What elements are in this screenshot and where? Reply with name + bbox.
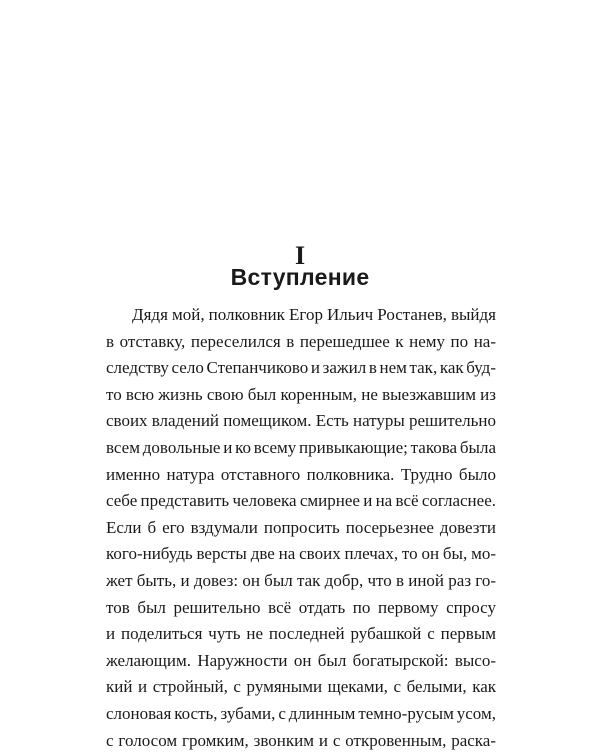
text-line: именно натура отставного полковника. Трудно было [106, 462, 496, 489]
text-line: себе представить человека смирнее и на всё согласнее. [106, 488, 496, 515]
text-line: своих владений помещиком. Есть натуры решительно [106, 408, 496, 435]
text-line: с голосом громким, звонким и с откровенным, раска- [106, 728, 496, 754]
text-line: желающим. Наружности он был богатырской: высо- [106, 648, 496, 675]
text-line: слоновая кость, зубами, с длинным темно-русым усом, [106, 701, 496, 728]
chapter-title: Вступление [0, 262, 600, 292]
text-line: в отставку, переселился в перешедшее к нему по на- [106, 329, 496, 356]
text-line: и поделиться чуть не последней рубашкой с первым [106, 621, 496, 648]
text-line: следству село Степанчиково и зажил в нем так, как буд- [106, 355, 496, 382]
body-paragraph [106, 302, 496, 754]
text-line: то всю жизнь свою был коренным, не выезжавшим из [106, 382, 496, 409]
text-line: тов был решительно всё отдать по первому спросу [106, 595, 496, 622]
chapter-number: I [0, 240, 600, 272]
text-line: жет быть, и довез: он был так добр, что в иной раз го- [106, 568, 496, 595]
text-line: Дядя мой, полковник Егор Ильич Ростанев, выйдя [106, 302, 496, 329]
text-line: кий и стройный, с румяными щеками, с белыми, как [106, 674, 496, 701]
text-line: всем довольные и ко всему привыкающие; такова была [106, 435, 496, 462]
text-line: Если б его вздумали попросить посерьезнее довезти [106, 515, 496, 542]
text-line: кого-нибудь версты две на своих плечах, то он бы, мо- [106, 541, 496, 568]
